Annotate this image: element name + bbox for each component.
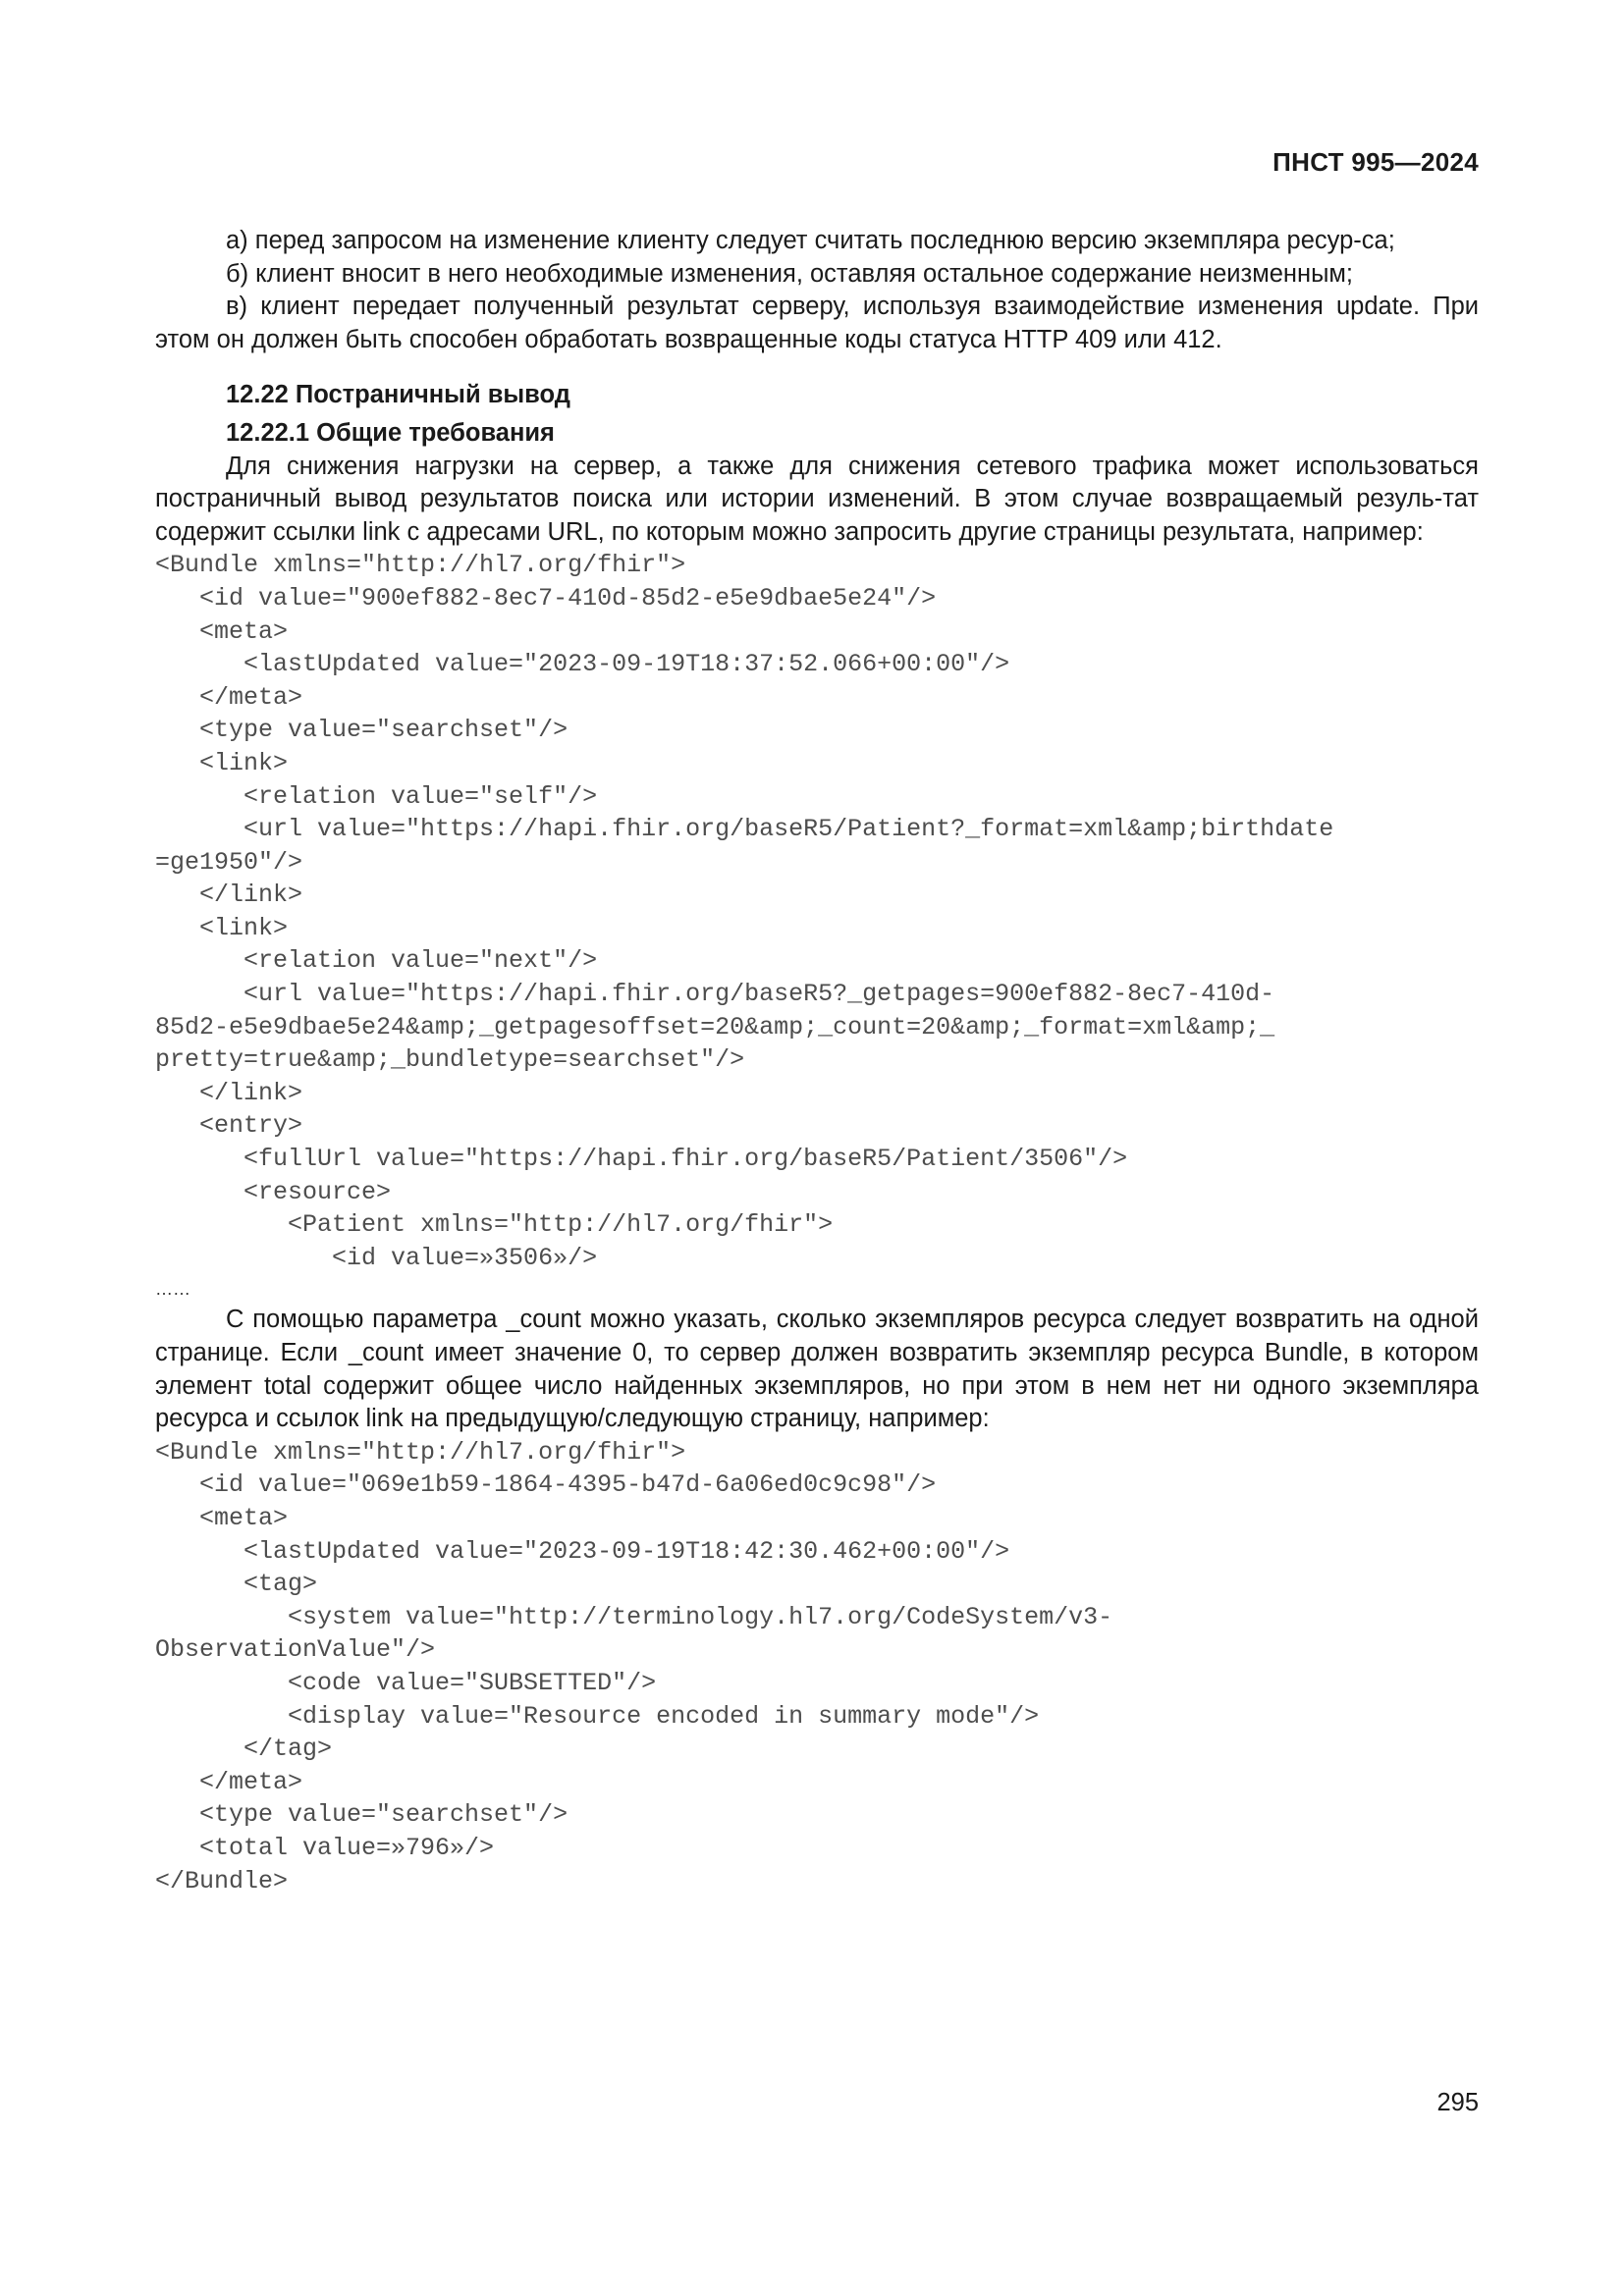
subsection-heading: 12.22.1 Общие требования	[226, 418, 555, 447]
page-number: 295	[1436, 2089, 1479, 2116]
paragraph-paging-intro: Для снижения нагрузки на сервер, а также для снижения сетевого трафика может использоваться постраничный вывод результатов поиска или истории изменений. В этом случае возвращаемый резуль-тат содержит ссылки link с адресами URL, по которым можно запросить другие страницы результата, например:	[155, 452, 1479, 546]
document-id-header: ПНСТ 995—2024	[1272, 147, 1479, 177]
section-heading: 12.22 Постраничный вывод	[226, 381, 570, 409]
code-example-count: <Bundle xmlns="http://hl7.org/fhir"> <id value="069e1b59-1864-4395-b47d-6a06ed0c9c98"/> <meta> <lastUpdated value="2023-09-19T18:42:30.462+00:00"/> <tag> <system value="http://terminology.hl7.org/CodeSystem/v3- ObservationValue"/> <code value="SUBSETTED"/> <display value="Resource encoded in summary mode"/> </tag> </meta> <type value="searchset"/> <total value=»796»/> </Bundle>	[155, 1437, 1113, 1896]
code-ellipsis: ……	[155, 1279, 190, 1300]
paragraph-step-a: а) перед запросом на изменение клиенту следует считать последнюю версию экземпляра ресур-са;	[226, 227, 1395, 254]
paragraph-count-param: С помощью параметра _count можно указать, сколько экземпляров ресурса следует возвратить на одной странице. Если _count имеет значение 0, то сервер должен возвратить экземпляр ресурса Bundle, в котором элемент total содержит общее число найденных экземпляров, но при этом в нем нет ни одного экземпляра ресурса и ссылок link на предыдущую/следующую страницу, например:	[155, 1306, 1479, 1433]
paragraph-step-b: б) клиент вносит в него необходимые изменения, оставляя остальное содержание неизменным;	[226, 259, 1354, 288]
document-body	[155, 225, 1479, 1897]
code-example-paging: <Bundle xmlns="http://hl7.org/fhir"> <id value="900ef882-8ec7-410d-85d2-e5e9dbae5e24"/> <meta> <lastUpdated value="2023-09-19T18:37:52.066+00:00"/> </meta> <type value="searchset"/> <link> <relation value="self"/> <url value="https://hapi.fhir.org/baseR5/Patient?_format=xml&amp;birthdate =ge1950"/> </link> <link> <relation value="next"/> <url value="https://hapi.fhir.org/baseR5?_getpages=900ef882-8ec7-410d- 85d2-e5e9dbae5e24&amp;_getpagesoffset=20&amp;_count=20&amp;_format=xml&amp;_ pretty=true&amp;_bundletype=searchset"/> </link> <entry> <fullUrl value="https://hapi.fhir.org/baseR5/Patient/3506"/> <resource> <Patient xmlns="http://hl7.org/fhir"> <id value=»3506»/>	[155, 551, 1334, 1272]
paragraph-step-c: в) клиент передает полученный результат серверу, используя взаимодействие изменения update. При этом он должен быть способен обработать возвращенные коды статуса HTTP 409 или 412.	[155, 293, 1479, 353]
